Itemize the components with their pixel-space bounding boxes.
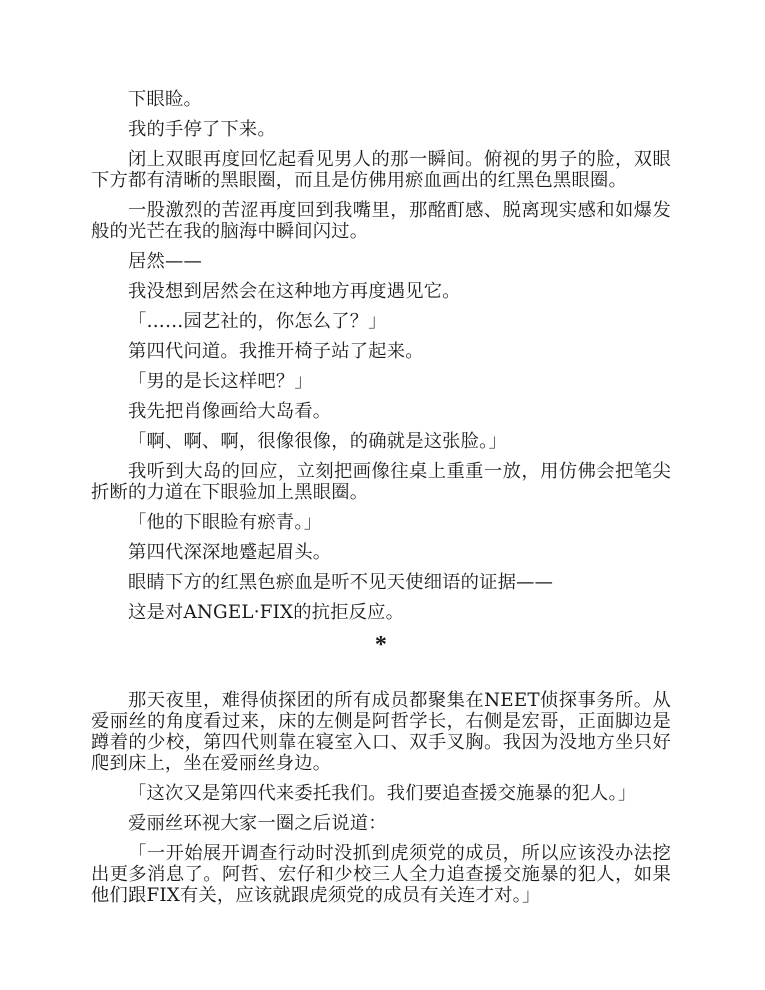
paragraph: 我没想到居然会在这种地方再度遇见它。 bbox=[128, 281, 461, 302]
paragraph: 下眼睑。 bbox=[128, 89, 202, 110]
paragraph: 「……园艺社的，你怎么了？」 bbox=[128, 311, 387, 332]
paragraph: 「他的下眼睑有瘀青。」 bbox=[128, 512, 323, 533]
document-page bbox=[91, 89, 671, 915]
paragraph: 一股激烈的苦涩再度回到我嘴里，那酩酊感、脱离现实感和如爆发般的光芒在我的脑海中瞬间闪过。 bbox=[91, 200, 671, 242]
paragraph: 我的手停了下来。 bbox=[128, 119, 276, 140]
paragraph: 闭上双眼再度回忆起看见男人的那一瞬间。俯视的男子的脸，双眼下方都有清晰的黑眼圈，而且是仿佛用瘀血画出的红黑色黑眼圈。 bbox=[91, 149, 671, 191]
paragraph: 眼睛下方的红黑色瘀血是听不见天使细语的证据—— bbox=[128, 572, 554, 593]
paragraph: 我先把肖像画给大岛看。 bbox=[128, 401, 332, 422]
paragraph: 第四代深深地蹙起眉头。 bbox=[128, 542, 332, 563]
paragraph: 我听到大岛的回应，立刻把画像往桌上重重一放，用仿佛会把笔尖折断的力道在下眼验加上黑眼圈。 bbox=[91, 461, 671, 503]
paragraph: 居然—— bbox=[128, 251, 202, 272]
paragraph: 第四代问道。我推开椅子站了起来。 bbox=[128, 341, 424, 362]
paragraph: 「一开始展开调查行动时没抓到虎须党的成员，所以应该没办法挖出更多消息了。阿哲、宏仔和少校三人全力追查援交施暴的犯人，如果他们跟FIX有关，应该就跟虎须党的成员有关连才对。」 bbox=[91, 843, 671, 906]
paragraph: 那天夜里，难得侦探团的所有成员都聚集在NEET侦探事务所。从爱丽丝的角度看过来，床的左侧是阿哲学长，右侧是宏哥，正面脚边是蹲着的少校，第四代则靠在寝室入口、双手叉胸。我因为没地方坐只好爬到床上，坐在爱丽丝身边。 bbox=[91, 690, 671, 774]
paragraph: 「男的是长这样吧？」 bbox=[128, 371, 313, 392]
paragraph: 「啊、啊、啊，很像很像，的确就是这张脸。」 bbox=[128, 431, 507, 452]
paragraph: 「这次又是第四代来委托我们。我们要追查援交施暴的犯人。」 bbox=[128, 783, 637, 804]
section-separator: * bbox=[374, 632, 388, 658]
paragraph: 爱丽丝环视大家一圈之后说道： bbox=[128, 813, 387, 834]
paragraph: 这是对ANGEL·FIX的抗拒反应。 bbox=[128, 602, 405, 623]
